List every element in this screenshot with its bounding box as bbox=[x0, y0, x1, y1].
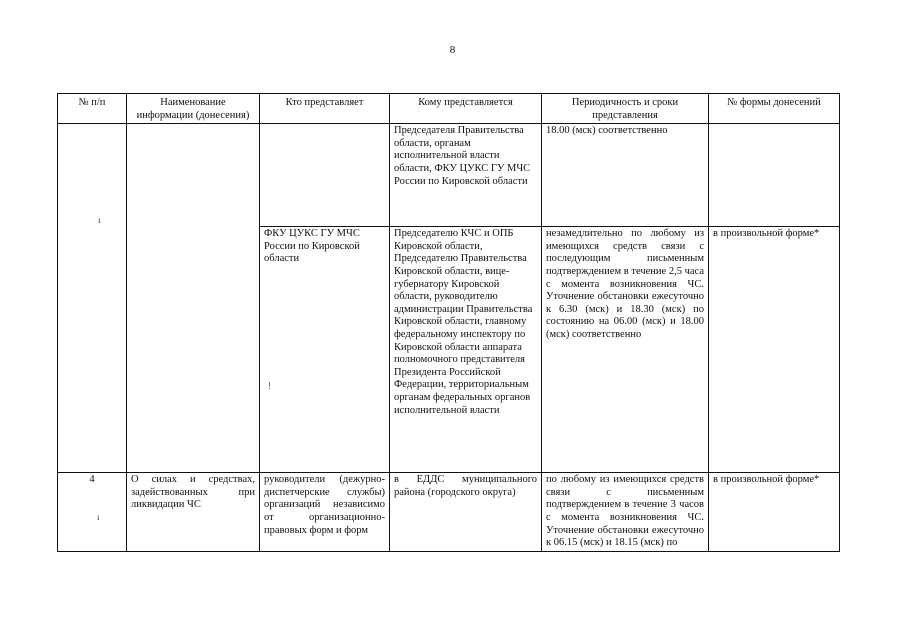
header-periodicity: Периодичность и сроки представления bbox=[542, 94, 709, 124]
table-cell-to-whom: Председателю КЧС и ОПБ Кировской области, Председателю Правительства Кировской области, вице-губернатору Кировской области, руководителю администрации Правительства Кировской области, главному федеральному инспектору по Кировской области аппарата полномочного представителя Президента Российской Федерации, территориальным органам федеральных органов исполнительной власти bbox=[390, 227, 542, 473]
table-cell-form bbox=[709, 124, 840, 227]
table-cell-who-submits: руководители (дежурно-диспетчерские службы) организаций независимо от организационно-правовых форм и форм bbox=[260, 473, 390, 552]
table-cell-info-name bbox=[127, 124, 260, 473]
table-cell-form: в произвольной форме* bbox=[709, 473, 840, 552]
table-row bbox=[58, 473, 840, 552]
report-table bbox=[57, 93, 840, 552]
table-header-row bbox=[58, 94, 840, 124]
table-cell-to-whom: Председателя Правительства области, органам исполнительной власти области, ФКУ ЦУКС ГУ МЧС России по Кировской области bbox=[390, 124, 542, 227]
table-cell-who-submits: ФКУ ЦУКС ГУ МЧС России по Кировской области bbox=[260, 227, 390, 473]
table-cell-periodicity: незамедлительно по любому из имеющихся средств связи с последующим письменным подтверждением в течение 2,5 часа с момента возникновения ЧС. Уточнение обстановки ежесуточно к 6.30 (мск) и 18.30 (мск) по состоянию на 06.00 (мск) и 18.00 (мск) соответственно bbox=[542, 227, 709, 473]
table-cell-periodicity: по любому из имеющихся средств связи с письменным подтверждением в течение 3 часов с момента возникновения ЧС. Уточнение обстановки ежесуточно к 06.15 (мск) и 18.15 (мск) по bbox=[542, 473, 709, 552]
table-cell-who-submits bbox=[260, 124, 390, 227]
scan-mark: ı bbox=[97, 512, 100, 522]
table-cell-form: в произвольной форме* bbox=[709, 227, 840, 473]
table-cell-periodicity: 18.00 (мск) соответственно bbox=[542, 124, 709, 227]
table-cell-number: 4 bbox=[58, 473, 127, 552]
header-form-number: № формы донесений bbox=[709, 94, 840, 124]
header-info-name: Наименование информации (донесения) bbox=[127, 94, 260, 124]
scan-mark: ı bbox=[98, 215, 101, 225]
header-who-submits: Кто представляет bbox=[260, 94, 390, 124]
page-number: 8 bbox=[449, 44, 456, 56]
table-row bbox=[58, 124, 840, 227]
table-cell-number bbox=[58, 124, 127, 473]
table-cell-info-name: О силах и средствах, задействованных при ликвидации ЧС bbox=[127, 473, 260, 552]
scan-mark: ! bbox=[268, 381, 271, 391]
header-number: № п/п bbox=[58, 94, 127, 124]
table-cell-to-whom: в ЕДДС муниципального района (городского округа) bbox=[390, 473, 542, 552]
header-to-whom: Кому представляется bbox=[390, 94, 542, 124]
